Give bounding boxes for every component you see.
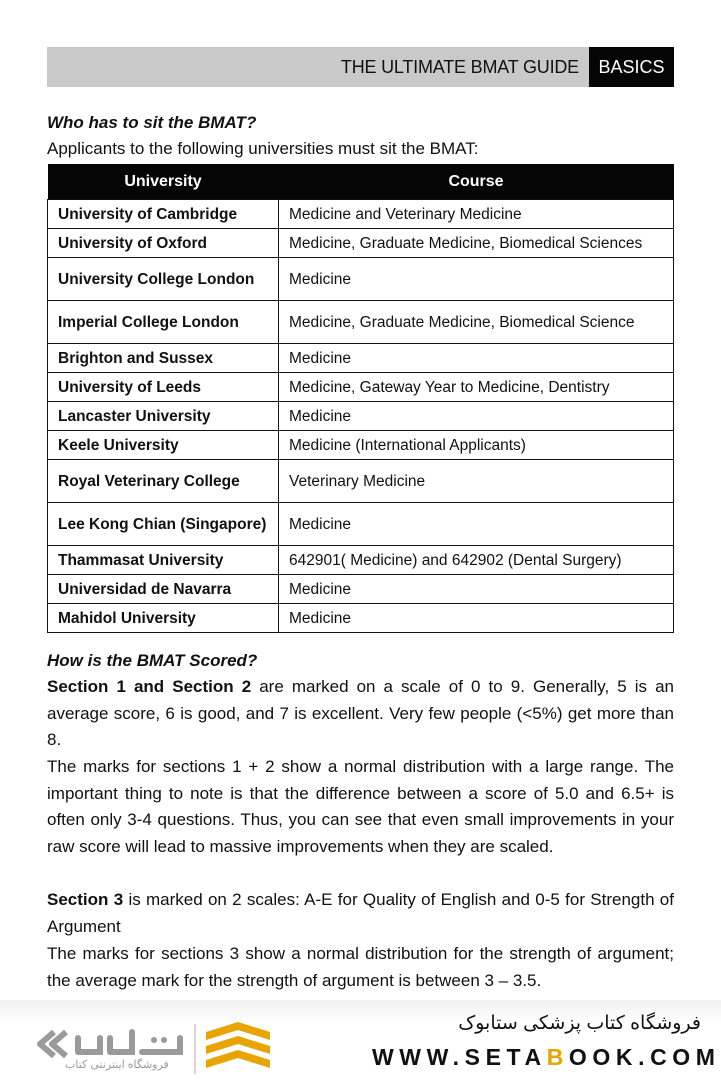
- table-row: [48, 460, 674, 503]
- section-heading-who: Who has to sit the BMAT?: [47, 113, 257, 132]
- paragraph-distribution: The marks for sections 1 + 2 show a normal distribution with a large range. The important thing to note is that the difference between a score of 5.0 and 6.5+ is often only 3-4 questions. Thus, you can see that even small improvements in your raw score will lead to massive improvements when they are scaled.: [47, 757, 674, 856]
- page-header: [47, 47, 674, 87]
- course-cell: Medicine, Gateway Year to Medicine, Dentistry: [279, 373, 674, 402]
- course-cell: Medicine: [279, 575, 674, 604]
- table-row: [48, 344, 674, 373]
- course-cell: Medicine: [279, 503, 674, 546]
- university-cell: Mahidol University: [48, 604, 279, 633]
- university-cell: University of Oxford: [48, 229, 279, 258]
- course-cell: Medicine: [279, 604, 674, 633]
- table-row: [48, 503, 674, 546]
- course-cell: Medicine, Graduate Medicine, Biomedical Sciences: [279, 229, 674, 258]
- course-cell: Veterinary Medicine: [279, 460, 674, 503]
- course-cell: Medicine: [279, 344, 674, 373]
- table-row: [48, 373, 674, 402]
- university-cell: Royal Veterinary College: [48, 460, 279, 503]
- university-cell: Keele University: [48, 431, 279, 460]
- table-row: [48, 258, 674, 301]
- universities-table: [47, 164, 674, 633]
- paragraph-section-3-marks: The marks for sections 3 show a normal distribution for the strength of argument; the average mark for the strength of argument is between 3 – 3.5.: [47, 944, 674, 990]
- paragraph-sections-1-2: [47, 674, 674, 754]
- university-cell: University of Leeds: [48, 373, 279, 402]
- course-cell: Medicine: [279, 258, 674, 301]
- course-cell: Medicine and Veterinary Medicine: [279, 200, 674, 229]
- table-row: [48, 402, 674, 431]
- chapter-tag: BASICS: [589, 47, 674, 87]
- table-row: [48, 229, 674, 258]
- university-cell: University of Cambridge: [48, 200, 279, 229]
- store-name: فروشگاه کتاب پزشکی ستابوک: [458, 1013, 701, 1034]
- table-row: [48, 604, 674, 633]
- table-row: [48, 200, 674, 229]
- setabook-logo: [30, 1018, 280, 1080]
- paragraph-section-3: [47, 887, 674, 940]
- intro-text: Applicants to the following universities must sit the BMAT:: [47, 139, 479, 158]
- book-title: THE ULTIMATE BMAT GUIDE: [340, 57, 579, 77]
- course-cell: Medicine, Graduate Medicine, Biomedical Science: [279, 301, 674, 344]
- university-cell: Brighton and Sussex: [48, 344, 279, 373]
- table-row: [48, 546, 674, 575]
- university-cell: University College London: [48, 258, 279, 301]
- url-highlight: B: [546, 1044, 569, 1070]
- university-cell: Lee Kong Chian (Singapore): [48, 503, 279, 546]
- university-cell: Universidad de Navarra: [48, 575, 279, 604]
- paragraph-text: are marked on a scale of 0 to 9. Generally, 5 is an average score, 6 is good, and 7 is excellent. Very few people (<5%) get more than 8.: [47, 677, 674, 750]
- url-part: OOK.COM: [568, 1044, 721, 1070]
- column-header-course: Course: [279, 164, 674, 200]
- course-cell: Medicine: [279, 402, 674, 431]
- store-url[interactable]: [372, 1044, 721, 1071]
- university-cell: Lancaster University: [48, 402, 279, 431]
- table-row: [48, 575, 674, 604]
- section-heading-scoring: How is the BMAT Scored?: [47, 651, 258, 670]
- logo-tagline: فروشگاه اینترنتی کتاب: [65, 1059, 169, 1071]
- store-footer: [0, 1000, 721, 1080]
- url-part: WWW.SETA: [372, 1044, 547, 1070]
- table-row: [48, 431, 674, 460]
- university-cell: Imperial College London: [48, 301, 279, 344]
- paragraph-text: is marked on 2 scales: A-E for Quality of English and 0-5 for Strength of Argument: [47, 890, 674, 936]
- column-header-university: University: [48, 164, 279, 200]
- course-cell: 642901( Medicine) and 642902 (Dental Surgery): [279, 546, 674, 575]
- table-row: [48, 301, 674, 344]
- table-header-row: [48, 164, 674, 200]
- university-cell: Thammasat University: [48, 546, 279, 575]
- course-cell: Medicine (International Applicants): [279, 431, 674, 460]
- bold-lead-sections: Section 1 and Section 2: [47, 677, 252, 696]
- bold-lead-section-3: Section 3: [47, 890, 124, 909]
